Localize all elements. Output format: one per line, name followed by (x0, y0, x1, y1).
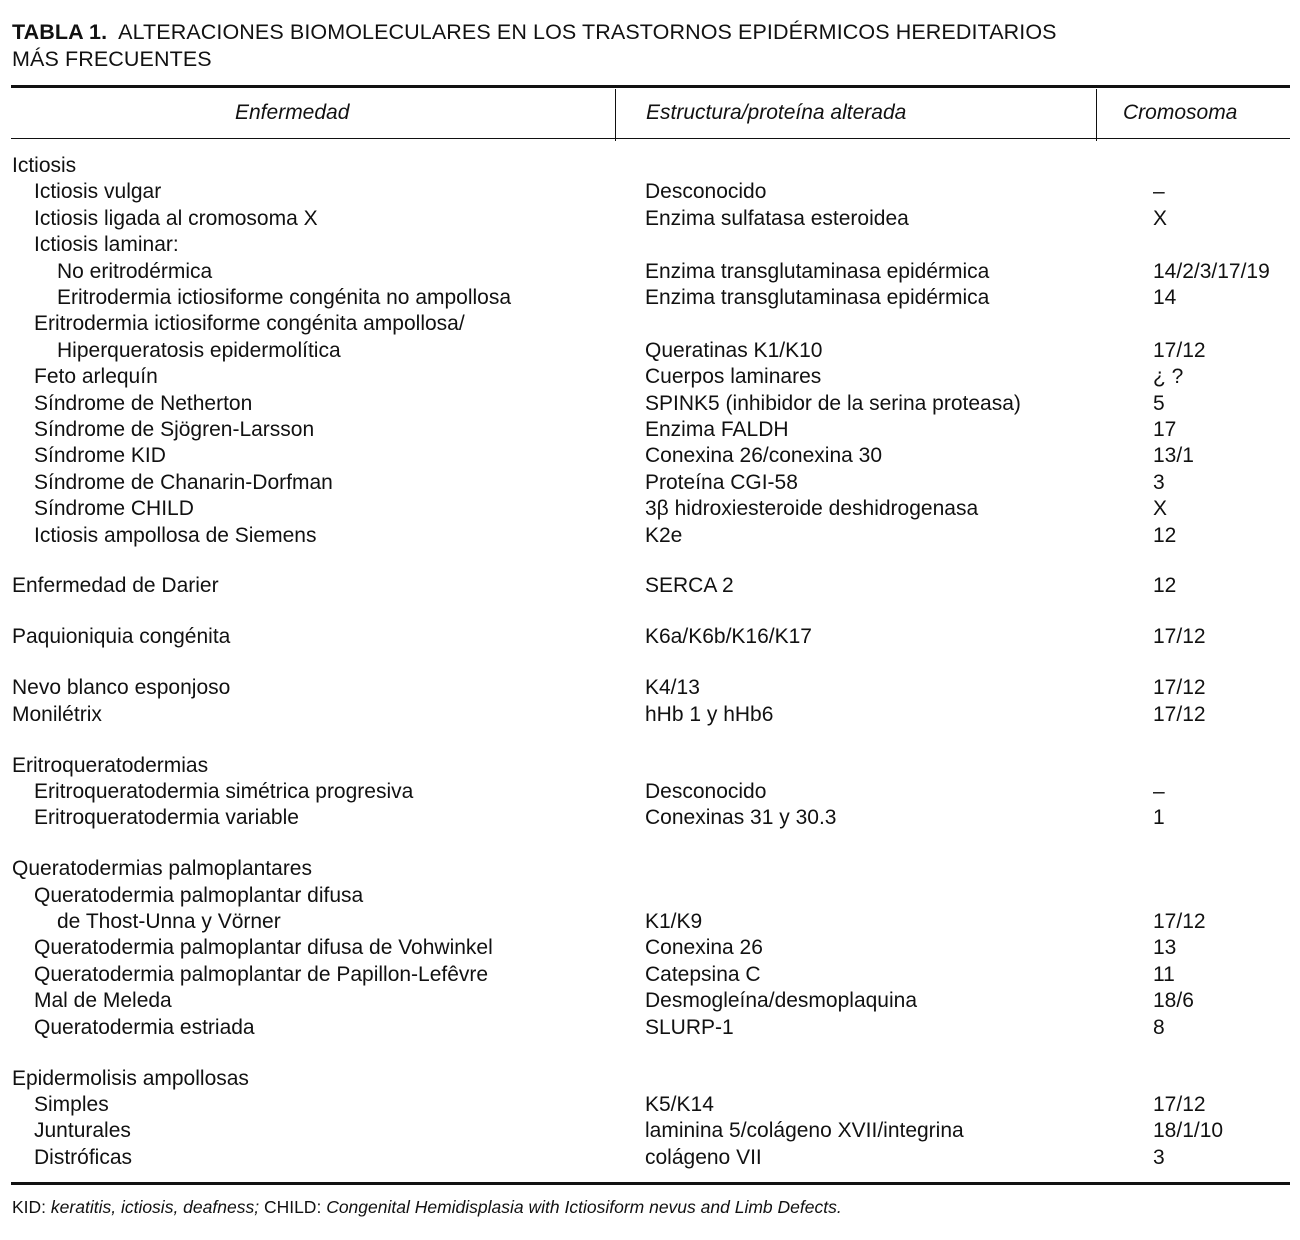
protein-cell: Proteína CGI-58 (645, 471, 798, 494)
table-row (0, 496, 1300, 522)
protein-cell: Enzima FALDH (645, 418, 789, 441)
disease-cell: Síndrome CHILD (34, 497, 194, 520)
disease-cell: Monilétrix (12, 703, 102, 726)
table-row (0, 153, 1300, 179)
chromosome-cell: 8 (1153, 1016, 1165, 1039)
table-row (0, 935, 1300, 961)
table-number: TABLA 1. (12, 20, 108, 44)
table-row (0, 573, 1300, 599)
chromosome-cell: 17/12 (1153, 1093, 1206, 1116)
table-title (12, 19, 1282, 73)
table-row (0, 1015, 1300, 1041)
chromosome-cell: 17/12 (1153, 339, 1206, 362)
protein-cell: hHb 1 y hHb6 (645, 703, 774, 726)
chromosome-cell: 18/6 (1153, 989, 1194, 1012)
disease-cell: Queratodermia estriada (34, 1016, 255, 1039)
table-row (0, 962, 1300, 988)
header-rule (11, 138, 1290, 139)
disease-cell: Mal de Meleda (34, 989, 172, 1012)
protein-cell: Conexina 26/conexina 30 (645, 444, 883, 467)
chromosome-cell: – (1153, 780, 1165, 803)
table-title-text: ALTERACIONES BIOMOLECULARES EN LOS TRASTORNOS EPIDÉRMICOS HEREDITARIOS (118, 20, 1057, 44)
chromosome-cell: 1 (1153, 806, 1165, 829)
table-row (0, 909, 1300, 935)
table-row (0, 1145, 1300, 1171)
column-header-chromosome: Cromosoma (1123, 101, 1238, 124)
table-row (0, 364, 1300, 390)
protein-cell: Desconocido (645, 780, 767, 803)
protein-cell: Desconocido (645, 180, 767, 203)
table-row (0, 338, 1300, 364)
protein-cell: K2e (645, 524, 683, 547)
header-divider (615, 89, 616, 141)
top-rule (11, 85, 1290, 88)
protein-cell: Enzima sulfatasa esteroidea (645, 207, 909, 230)
protein-cell: Enzima transglutaminasa epidérmica (645, 286, 990, 309)
disease-cell: Eritroqueratodermia simétrica progresiva (34, 780, 414, 803)
chromosome-cell: 13/1 (1153, 444, 1194, 467)
protein-cell: K6a/K6b/K16/K17 (645, 625, 812, 648)
disease-cell: Síndrome KID (34, 444, 166, 467)
disease-cell: Eritroqueratodermias (12, 754, 209, 777)
chromosome-cell: 13 (1153, 936, 1177, 959)
disease-cell: No eritrodérmica (57, 260, 213, 283)
disease-cell: Paquioniquia congénita (12, 625, 231, 648)
footnote-kid-label: KID: (12, 1197, 47, 1217)
table-row (0, 285, 1300, 311)
disease-cell: Queratodermias palmoplantares (12, 857, 312, 880)
footnote (12, 1196, 842, 1218)
disease-cell: Ictiosis laminar: (34, 233, 179, 256)
protein-cell: Cuerpos laminares (645, 365, 822, 388)
bottom-rule (11, 1182, 1290, 1185)
disease-cell: Síndrome de Chanarin-Dorfman (34, 471, 333, 494)
protein-cell: SLURP-1 (645, 1016, 734, 1039)
table-row (0, 1066, 1300, 1092)
disease-cell: Ictiosis (12, 154, 77, 177)
chromosome-cell: X (1153, 497, 1168, 520)
chromosome-cell: 17/12 (1153, 625, 1206, 648)
table-row (0, 624, 1300, 650)
protein-cell: SERCA 2 (645, 574, 734, 597)
protein-cell: 3β hidroxiesteroide deshidrogenasa (645, 497, 979, 520)
table-row (0, 206, 1300, 232)
chromosome-cell: 3 (1153, 471, 1165, 494)
disease-cell: Síndrome de Netherton (34, 392, 253, 415)
footnote-child-label: CHILD: (263, 1197, 322, 1217)
chromosome-cell: 17/12 (1153, 910, 1206, 933)
chromosome-cell: 12 (1153, 524, 1177, 547)
table-row (0, 232, 1300, 258)
disease-cell: Distróficas (34, 1146, 133, 1169)
disease-cell: Ictiosis ampollosa de Siemens (34, 524, 317, 547)
chromosome-cell: X (1153, 207, 1168, 230)
disease-cell: Síndrome de Sjögren-Larsson (34, 418, 315, 441)
chromosome-cell: 17 (1153, 418, 1177, 441)
disease-cell: Feto arlequín (34, 365, 158, 388)
disease-cell: Eritrodermia ictiosiforme congénita ampollosa/ (34, 312, 465, 335)
table-row (0, 1092, 1300, 1118)
disease-cell: Ictiosis vulgar (34, 180, 162, 203)
table-row (0, 417, 1300, 443)
protein-cell: Catepsina C (645, 963, 761, 986)
disease-cell: Nevo blanco esponjoso (12, 676, 231, 699)
protein-cell: K5/K14 (645, 1093, 714, 1116)
chromosome-cell: 18/1/10 (1153, 1119, 1224, 1142)
disease-cell: Enfermedad de Darier (12, 574, 219, 597)
chromosome-cell: 11 (1153, 963, 1175, 986)
chromosome-cell: 3 (1153, 1146, 1165, 1169)
disease-cell: Queratodermia palmoplantar difusa de Vohwinkel (34, 936, 493, 959)
table-row (0, 779, 1300, 805)
protein-cell: Desmogleína/desmoplaquina (645, 989, 918, 1012)
table-row (0, 753, 1300, 779)
table-row (0, 675, 1300, 701)
footnote-kid-text: keratitis, ictiosis, deafness; (50, 1197, 260, 1217)
table-row (0, 805, 1300, 831)
protein-cell: SPINK5 (inhibidor de la serina proteasa) (645, 392, 1021, 415)
table-row (0, 259, 1300, 285)
chromosome-cell: 14 (1153, 286, 1177, 309)
footnote-child-text: Congenital Hemidisplasia with Ictiosiform nevus and Limb Defects. (326, 1197, 842, 1217)
chromosome-cell: 12 (1153, 574, 1177, 597)
disease-cell: Epidermolisis ampollosas (12, 1067, 249, 1090)
table-row (0, 311, 1300, 337)
disease-cell: Junturales (34, 1119, 131, 1142)
disease-cell: de Thost-Unna y Vörner (57, 910, 281, 933)
table-row (0, 523, 1300, 549)
protein-cell: laminina 5/colágeno XVII/integrina (645, 1119, 964, 1142)
chromosome-cell: 17/12 (1153, 703, 1206, 726)
protein-cell: colágeno VII (645, 1146, 762, 1169)
table-row (0, 443, 1300, 469)
disease-cell: Ictiosis ligada al cromosoma X (34, 207, 318, 230)
disease-cell: Simples (34, 1093, 109, 1116)
column-header-protein: Estructura/proteína alterada (646, 101, 907, 124)
chromosome-cell: 5 (1153, 392, 1165, 415)
table-row (0, 179, 1300, 205)
table-row (0, 470, 1300, 496)
chromosome-cell: 14/2/3/17/19 (1153, 260, 1270, 283)
disease-cell: Eritroqueratodermia variable (34, 806, 299, 829)
disease-cell: Eritrodermia ictiosiforme congénita no ampollosa (57, 286, 512, 309)
protein-cell: K4/13 (645, 676, 700, 699)
protein-cell: Conexina 26 (645, 936, 763, 959)
table-row (0, 856, 1300, 882)
chromosome-cell: 17/12 (1153, 676, 1206, 699)
table-row (0, 702, 1300, 728)
disease-cell: Hiperqueratosis epidermolítica (57, 339, 341, 362)
protein-cell: Conexinas 31 y 30.3 (645, 806, 837, 829)
column-header-disease: Enfermedad (235, 101, 350, 124)
protein-cell: Queratinas K1/K10 (645, 339, 823, 362)
table-row (0, 988, 1300, 1014)
table-title-text-line2: MÁS FRECUENTES (12, 47, 212, 71)
protein-cell: Enzima transglutaminasa epidérmica (645, 260, 990, 283)
table-row (0, 1118, 1300, 1144)
disease-cell: Queratodermia palmoplantar de Papillon-Lefêvre (34, 963, 489, 986)
table-row (0, 391, 1300, 417)
chromosome-cell: – (1153, 180, 1165, 203)
disease-cell: Queratodermia palmoplantar difusa (34, 884, 364, 907)
header-divider (1096, 89, 1097, 141)
table-row (0, 883, 1300, 909)
protein-cell: K1/K9 (645, 910, 703, 933)
chromosome-cell: ¿ ? (1153, 365, 1184, 388)
